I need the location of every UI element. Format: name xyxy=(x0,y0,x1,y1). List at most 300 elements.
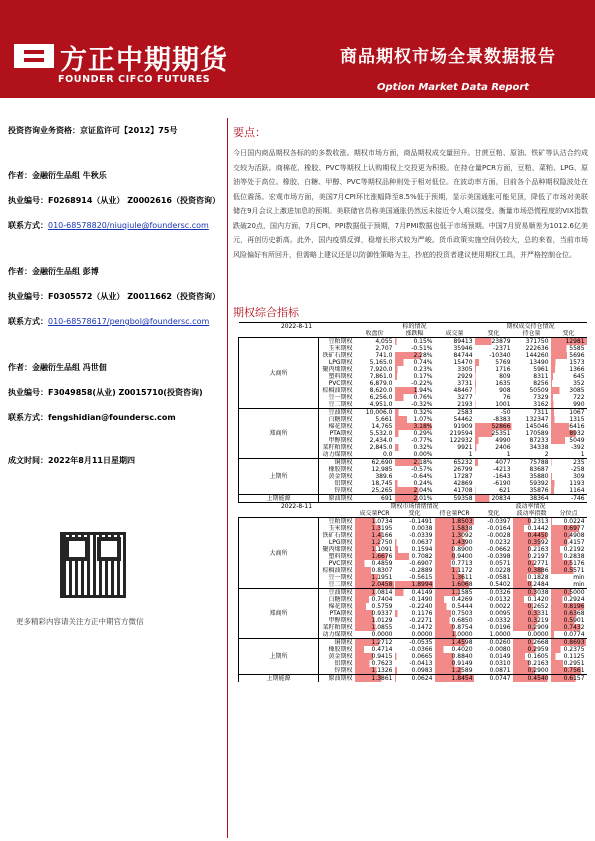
cell-value: 0.0232 xyxy=(489,539,511,546)
cell-value: 1716 xyxy=(475,366,513,373)
cell-value: 54462 xyxy=(453,416,473,423)
product-name: 铝期权 xyxy=(334,480,353,487)
cell-value: 0.0983 xyxy=(395,667,435,675)
product-name: 铝期权 xyxy=(334,660,353,667)
cell-value: -0.0397 xyxy=(475,518,513,526)
table-row xyxy=(239,459,587,467)
product-name: 塑料期权 xyxy=(328,553,353,560)
cell-value: 52866 xyxy=(475,423,513,430)
cell-value: 7311 xyxy=(513,409,551,417)
cell-value: -258 xyxy=(570,466,585,473)
cell-value: 0.4149 xyxy=(395,589,435,597)
cell-value: 1 xyxy=(551,451,587,459)
column-header: 变化 xyxy=(475,510,513,518)
cell-value: 1.8503 xyxy=(435,518,475,526)
cell-value: 13490 xyxy=(529,359,549,366)
cell-value: 0.5000 xyxy=(551,589,587,597)
cell-value: -0.2240 xyxy=(409,603,433,610)
cell-value: 1.0000 xyxy=(435,631,475,639)
product-name: 豆二期权 xyxy=(328,581,353,588)
cell-value: 8256 xyxy=(533,380,549,387)
cell-value: 38364 xyxy=(513,495,551,503)
table-column-header xyxy=(239,330,587,338)
group-header: 波动率情况 xyxy=(475,503,587,511)
cell-value: 2,845.0 xyxy=(369,444,393,451)
cell-value: 1.1326 xyxy=(355,667,395,675)
table-column-header xyxy=(239,510,587,518)
cell-value: -0.77% xyxy=(411,437,433,444)
cell-value: -0.0581 xyxy=(487,574,511,581)
product-name: 白糖期权 xyxy=(328,596,353,603)
cell-value: 0.2900 xyxy=(513,667,551,675)
cell-value: 75788 xyxy=(513,459,551,467)
cell-value: 0.32% xyxy=(395,444,435,451)
cell-value: -0.0535 xyxy=(395,639,435,647)
cell-value: 3162 xyxy=(533,401,549,408)
cell-value: 1366 xyxy=(551,366,587,373)
table-row xyxy=(239,675,587,683)
cell-value: 2 xyxy=(544,451,549,458)
cell-value: 6,256.0 xyxy=(369,394,393,401)
exchange-label: 上期能源 xyxy=(239,675,319,683)
cell-value: 0.2163 xyxy=(513,546,551,553)
author-2: 作者：金融衍生品组 彭博 xyxy=(8,267,99,276)
table-row xyxy=(239,495,587,503)
divider xyxy=(227,118,228,838)
product-name: 橡胶期权 xyxy=(328,646,353,653)
cell-value: 0.6157 xyxy=(551,675,587,683)
cell-value: -1643 xyxy=(493,473,511,480)
exchange-label: 大商所 xyxy=(239,518,319,589)
author-2-email-link[interactable]: 010-68578617/pengbol@foundersc.com xyxy=(48,317,210,326)
indicators-table xyxy=(238,322,587,682)
cell-value: -0.0080 xyxy=(487,646,511,653)
cell-value: 0.15% xyxy=(395,338,435,346)
product-name: 甲醇期权 xyxy=(328,617,353,624)
cell-value: -10340 xyxy=(489,352,511,359)
wechat-qr-code[interactable] xyxy=(60,532,126,598)
cell-value: 25351 xyxy=(475,430,513,437)
cell-value: 0.4269 xyxy=(435,596,475,603)
cell-value: 1.3092 xyxy=(435,532,475,539)
exchange-label: 上期所 xyxy=(239,639,319,675)
product-name: 棕榈油期权 xyxy=(322,387,353,394)
cell-value: 7329 xyxy=(533,394,549,401)
product-name: 玉米期权 xyxy=(328,525,353,532)
author-1-contact: 联系方式：010-68578820/niuqiule@foundersc.com xyxy=(8,221,209,230)
product-name: 橡胶期权 xyxy=(328,466,353,473)
cell-value: 1.0855 xyxy=(355,624,395,631)
cell-value: 9921 xyxy=(457,444,473,451)
cell-value: -0.0332 xyxy=(487,617,511,624)
cell-value: -4213 xyxy=(493,466,511,473)
cell-value: 1.2712 xyxy=(355,639,395,647)
cell-value: 2193 xyxy=(457,401,473,408)
founder-logo-icon xyxy=(14,44,54,68)
cell-value: -2371 xyxy=(493,345,511,352)
cell-value: -0.0662 xyxy=(487,546,511,553)
cell-value: -0.0366 xyxy=(409,646,433,653)
cell-value: 6416 xyxy=(551,423,587,430)
cell-value: 35946 xyxy=(453,345,473,352)
cell-value: 91909 xyxy=(453,423,473,430)
table-date: 2022-8-11 xyxy=(239,323,355,331)
cell-value: 0.4020 xyxy=(435,646,475,653)
product-name: LPG期权 xyxy=(328,539,353,546)
cell-value: 3731 xyxy=(457,380,473,387)
table-group-header xyxy=(239,323,587,331)
cell-value: 0.2163 xyxy=(513,660,551,667)
product-name: 塑料期权 xyxy=(328,373,353,380)
product-name: PVC期权 xyxy=(328,380,353,387)
cell-value: 219594 xyxy=(449,430,473,437)
product-name: 棕榈油期权 xyxy=(322,567,353,574)
cell-value: 17287 xyxy=(453,473,473,480)
cell-value: -0.0339 xyxy=(409,532,433,539)
cell-value: 0.4908 xyxy=(551,532,587,539)
product-name: 豆一期权 xyxy=(328,574,353,581)
product-name: 豆二期权 xyxy=(328,401,353,408)
cell-value: 0.74% xyxy=(395,359,435,366)
cell-value: 83687 xyxy=(529,466,549,473)
cell-value: 145046 xyxy=(525,423,549,430)
cell-value: 0.0095 xyxy=(489,610,511,617)
cell-value: 0.4540 xyxy=(513,675,551,683)
publish-date: 成文时间：2022年8月11日星期四 xyxy=(8,456,135,465)
cell-value: 2.04% xyxy=(395,487,435,495)
logo-chinese: 方正中期期货 xyxy=(60,45,228,76)
cell-value: 1.1585 xyxy=(435,589,475,597)
product-name: 原油期权 xyxy=(319,675,355,683)
cell-value: 0.7713 xyxy=(435,560,475,567)
product-name: 豆粕期权 xyxy=(319,338,355,346)
cell-value: 222636 xyxy=(525,345,549,352)
cell-value: 0.1442 xyxy=(513,525,551,532)
cell-value: 144260 xyxy=(525,352,549,359)
cell-value: -0.0132 xyxy=(487,596,511,603)
exchange-label: 上期能源 xyxy=(239,495,319,503)
cell-value: 1.3861 xyxy=(355,675,395,683)
logo-english: FOUNDER CIFCO FUTURES xyxy=(58,74,211,85)
cell-value: 0.0038 xyxy=(395,525,435,532)
qr-caption: 更多精彩内容请关注方正中期官方微信 xyxy=(16,617,144,626)
cell-value: 48467 xyxy=(453,387,473,394)
product-name: 黄金期权 xyxy=(328,653,353,660)
cell-value: 1.8994 xyxy=(395,581,435,589)
product-name: 铁矿石期权 xyxy=(322,352,353,359)
cell-value: 0.8754 xyxy=(435,624,475,631)
cell-value: 908 xyxy=(475,387,513,394)
cell-value: 12981 xyxy=(551,338,587,346)
cell-value: 0.7404 xyxy=(355,596,395,603)
cell-value: 0.29% xyxy=(395,430,435,437)
cell-value: 23879 xyxy=(475,338,513,346)
cell-value: -6190 xyxy=(493,480,511,487)
cell-value: 0.8900 xyxy=(435,546,475,553)
cell-value: 1.8454 xyxy=(435,675,475,683)
cell-value: -0.2271 xyxy=(409,617,433,624)
cell-value: 0.32% xyxy=(395,409,435,417)
cell-value: 990 xyxy=(551,401,587,409)
cell-value: 1.5838 xyxy=(435,525,475,532)
column-header: 持仓量 xyxy=(513,330,551,338)
cell-value: 0.0665 xyxy=(395,653,435,660)
cell-value: 0.3592 xyxy=(513,539,551,546)
cell-value: 5,165.0 xyxy=(369,359,393,366)
column-header: 分位点 xyxy=(551,510,587,518)
cell-value: 0.17% xyxy=(395,373,435,380)
author-2-license: 执业编号：F0305572（从业） Z0011662（投资咨询） xyxy=(8,292,220,301)
cell-value: 1.3611 xyxy=(435,574,475,581)
product-name: PTA期权 xyxy=(329,430,353,437)
author-3: 作者：金融衍生品组 冯世佃 xyxy=(8,363,107,372)
cell-value: 42869 xyxy=(453,480,473,487)
cell-value: 0.2652 xyxy=(513,603,551,610)
cell-value: 0.2959 xyxy=(513,646,551,653)
cell-value: 0.8840 xyxy=(435,653,475,660)
cell-value: 1573 xyxy=(551,359,587,366)
cell-value: 65232 xyxy=(435,459,475,467)
cell-value: 0.24% xyxy=(395,480,435,487)
cell-value: 0.1420 xyxy=(513,596,551,603)
blank-cell xyxy=(239,510,355,518)
cell-value: 132347 xyxy=(525,416,549,423)
cell-value: 0.4450 xyxy=(513,532,551,539)
qualification: 投资咨询业务资格：京证监许可【2012】75号 xyxy=(8,126,178,135)
cell-value: 0.2375 xyxy=(551,646,587,653)
cell-value: 1315 xyxy=(551,416,587,423)
cell-value: 0.7503 xyxy=(435,610,475,617)
cell-value: 0.2197 xyxy=(513,553,551,560)
cell-value: 2.01% xyxy=(395,495,435,503)
cell-value: 0.7561 xyxy=(551,667,587,675)
product-name: 锌期权 xyxy=(334,667,353,674)
cell-value: 0.0637 xyxy=(395,539,435,546)
cell-value: 0.8196 xyxy=(551,603,587,610)
cell-value: 235 xyxy=(551,459,587,467)
cell-value: 5769 xyxy=(475,359,513,366)
cell-value: 1.6676 xyxy=(355,553,395,560)
cell-value: 4,951.0 xyxy=(369,401,393,408)
exchange-label: 大商所 xyxy=(239,338,319,409)
cell-value: 0.7623 xyxy=(355,660,395,667)
cell-value: 0.1594 xyxy=(395,546,435,553)
cell-value: 2,707 xyxy=(375,345,393,352)
cell-value: -0.5615 xyxy=(409,574,433,581)
cell-value: 0.0149 xyxy=(489,653,511,660)
cell-value: 50509 xyxy=(529,387,549,394)
cell-value: 87233 xyxy=(529,437,549,444)
cell-value: 741.0 xyxy=(375,352,393,359)
key-points-text: 今日国内商品期权各标的的多数收涨。期权市场方面，商品期权成交量回升。甘蔗豆粕、原油、铁矿等认沽合约成交较为活跃。商棉花、橡胶、PVC等期权上认购期权上交投更为积极。在持仓量PCR方面，豆粕、菜粕、LPG、原油等处于高位。橡胶、白糖、甲醇、PVC等期权品种则处于相对低位。在波动率方面，目前各个品种期权隐波处在低位震荡。宏观市场方面，美国7月CPI环比涨幅降至8.5%低于预期，显示美国通胀可能见顶，降低了市场对美联储在9月会议上激进加息的预期。美联储官员称美国通胀仍然远未接近令人难以接受。衡量市场恐慌程度的VIX指数跌破20点，国内方面，7月CPI、PPI数据低于预期，7月PMI数据也低于市场预期。中国7月贸易顺差为1012.6亿美元，再创历史新高。此外，国内疫情反弹，稳增长形式较为严峻。货币政策实施空间仍较大，总的来看，当前市场风险偏好有所回升，但需略上建议还是以防御性策略为主，抄底的投资者建议使用期权工具，并严格控制仓位。 xyxy=(233,149,588,259)
cell-value: 0.00% xyxy=(413,451,433,458)
column-header: 成交量 xyxy=(435,330,475,338)
product-name: 棉花期权 xyxy=(328,603,353,610)
key-points-heading: 要点： xyxy=(233,126,266,139)
cell-value: 0.6977 xyxy=(551,525,587,532)
cell-value: 34338 xyxy=(529,444,549,451)
product-name: 菜籽粕期权 xyxy=(322,624,353,631)
product-name: 聚丙烯期权 xyxy=(322,366,353,373)
product-name: 豆油期权 xyxy=(319,589,355,597)
cell-value: 8311 xyxy=(533,373,549,380)
author-1-email-link[interactable]: 010-68578820/niuqiule@foundersc.com xyxy=(48,221,209,230)
cell-value: 1164 xyxy=(551,487,587,495)
cell-value: 0.1605 xyxy=(513,653,551,660)
cell-value: 0.0310 xyxy=(489,660,511,667)
cell-value: 1635 xyxy=(475,380,513,387)
cell-value: 2929 xyxy=(457,373,473,380)
cell-value: 0.0 xyxy=(382,451,393,458)
cell-value: 1.0814 xyxy=(355,589,395,597)
cell-value: 4990 xyxy=(475,437,513,444)
blank-cell xyxy=(239,330,355,338)
product-name: 锌期权 xyxy=(334,487,353,494)
cell-value: 0.0326 xyxy=(475,589,513,597)
cell-value: 1.4166 xyxy=(355,532,395,539)
exchange-label: 郑商所 xyxy=(239,409,319,459)
cell-value: -50 xyxy=(475,409,513,417)
cell-value: 20834 xyxy=(475,495,513,503)
cell-value: 2.0458 xyxy=(355,581,395,589)
column-header: 变化 xyxy=(551,330,587,338)
cell-value: 2406 xyxy=(475,444,513,451)
group-header: 期权市场情绪情况 xyxy=(355,503,475,511)
cell-value: 0.1828 xyxy=(513,574,551,581)
cell-value: 0.8693 xyxy=(551,639,587,647)
cell-value: 371750 xyxy=(513,338,551,346)
cell-value: 1.4598 xyxy=(435,639,475,647)
cell-value: 0.5901 xyxy=(551,617,587,624)
product-name: 铁矿石期权 xyxy=(322,532,353,539)
cell-value: 1.1172 xyxy=(435,567,475,574)
cell-value: -0.0028 xyxy=(487,532,511,539)
cell-value: 1.0000 xyxy=(489,631,511,638)
cell-value: 0.2668 xyxy=(513,639,551,647)
author-3-contact: 联系方式：fengshidian@foundersc.com xyxy=(8,413,176,422)
cell-value: -392 xyxy=(570,444,585,451)
cell-value: 0.6850 xyxy=(435,617,475,624)
cell-value: 0.3886 xyxy=(513,567,551,574)
product-name: 菜籽粕期权 xyxy=(322,444,353,451)
product-name: 原油期权 xyxy=(319,495,355,503)
cell-value: 1.1951 xyxy=(355,574,395,581)
column-header: 波动率指数 xyxy=(513,510,551,518)
exchange-label: 郑商所 xyxy=(239,589,319,639)
cell-value: 0.0228 xyxy=(489,567,511,574)
cell-value: -746 xyxy=(551,495,587,503)
cell-value: 1.0129 xyxy=(355,617,395,624)
cell-value: 89413 xyxy=(435,338,475,346)
cell-value: 0.9400 xyxy=(435,553,475,560)
exchange-label: 上期所 xyxy=(239,459,319,495)
product-name: 棉花期权 xyxy=(328,423,353,430)
author-1: 作者：金融衍生品组 牛秋乐 xyxy=(8,171,107,180)
cell-value: 8,620.0 xyxy=(369,387,393,394)
cell-value: 0.1176 xyxy=(395,610,435,617)
cell-value: 6,879.0 xyxy=(369,380,393,387)
cell-value: -0.0413 xyxy=(409,660,433,667)
cell-value: 0.2192 xyxy=(551,546,587,553)
cell-value: 2.28% xyxy=(395,352,435,359)
product-name: 铜期权 xyxy=(319,639,355,647)
cell-value: 2583 xyxy=(435,409,475,417)
cell-value: -0.57% xyxy=(411,466,433,473)
cell-value: -0.1490 xyxy=(409,596,433,603)
cell-value: 621 xyxy=(475,487,513,495)
cell-value: 0.0747 xyxy=(475,675,513,683)
cell-value: 0.0000 xyxy=(371,631,393,638)
author-1-license: 执业编号：F0268914（从业） Z0002616（投资咨询） xyxy=(8,196,220,205)
cell-value: 12,985 xyxy=(371,466,393,473)
cell-value: 352 xyxy=(551,380,587,387)
cell-value: 0.2838 xyxy=(551,553,587,560)
cell-value: 5585 xyxy=(551,345,587,352)
cell-value: 4,055 xyxy=(355,338,395,346)
cell-value: 0.9415 xyxy=(355,653,395,660)
cell-value: 1.4390 xyxy=(435,539,475,546)
cell-value: 5696 xyxy=(551,352,587,359)
cell-value: 5,532.0 xyxy=(369,430,393,437)
cell-value: 170589 xyxy=(525,430,549,437)
cell-value: 0.0224 xyxy=(551,518,587,526)
cell-value: 0.5571 xyxy=(551,567,587,574)
cell-value: min xyxy=(573,574,585,581)
cell-value: 0.0571 xyxy=(489,560,511,567)
cell-value: 8932 xyxy=(551,430,587,437)
cell-value: 645 xyxy=(551,373,587,380)
cell-value: -0.22% xyxy=(411,380,433,387)
cell-value: 7,861.0 xyxy=(369,373,393,380)
product-name: 铜期权 xyxy=(319,459,355,467)
cell-value: -0.1472 xyxy=(409,624,433,631)
cell-value: 35880 xyxy=(529,473,549,480)
product-name: 玉米期权 xyxy=(328,345,353,352)
cell-value: 4077 xyxy=(475,459,513,467)
cell-value: 5,661 xyxy=(375,416,393,423)
cell-value: 59392 xyxy=(529,480,549,487)
cell-value: 0.76% xyxy=(395,394,435,401)
column-header: 成交量PCR xyxy=(355,510,395,518)
column-header: 涨跌幅 xyxy=(395,330,435,338)
cell-value: 0.0000 xyxy=(527,631,549,638)
product-name: 黄金期权 xyxy=(328,473,353,480)
cell-value: 2,434.0 xyxy=(369,437,393,444)
cell-value: -0.64% xyxy=(411,473,433,480)
cell-value: 0.5176 xyxy=(551,560,587,567)
cell-value: 0.2951 xyxy=(551,660,587,667)
report-title: 商品期权市场全景数据报告 xyxy=(340,47,556,67)
author-3-license: 执业编号：F3049858(从业) Z0015710(投资咨询) xyxy=(8,388,203,397)
product-name: LPG期权 xyxy=(328,359,353,366)
report-header xyxy=(0,0,595,98)
cell-value: 26799 xyxy=(453,466,473,473)
cell-value: 0.2771 xyxy=(513,560,551,567)
product-name: PVC期权 xyxy=(328,560,353,567)
cell-value: 41708 xyxy=(453,487,473,494)
cell-value: 5961 xyxy=(533,366,549,373)
cell-value: 0.0871 xyxy=(489,667,511,674)
product-name: 豆油期权 xyxy=(319,409,355,417)
cell-value: 0.8307 xyxy=(355,567,395,574)
table-row xyxy=(239,518,587,526)
indicators-heading: 期权综合指标 xyxy=(233,306,299,319)
cell-value: 35876 xyxy=(529,487,549,494)
cell-value: 0.5402 xyxy=(489,581,511,588)
product-name: 动力煤期权 xyxy=(322,631,353,638)
cell-value: 25,265 xyxy=(371,487,393,494)
cell-value: 0.23% xyxy=(395,366,435,373)
